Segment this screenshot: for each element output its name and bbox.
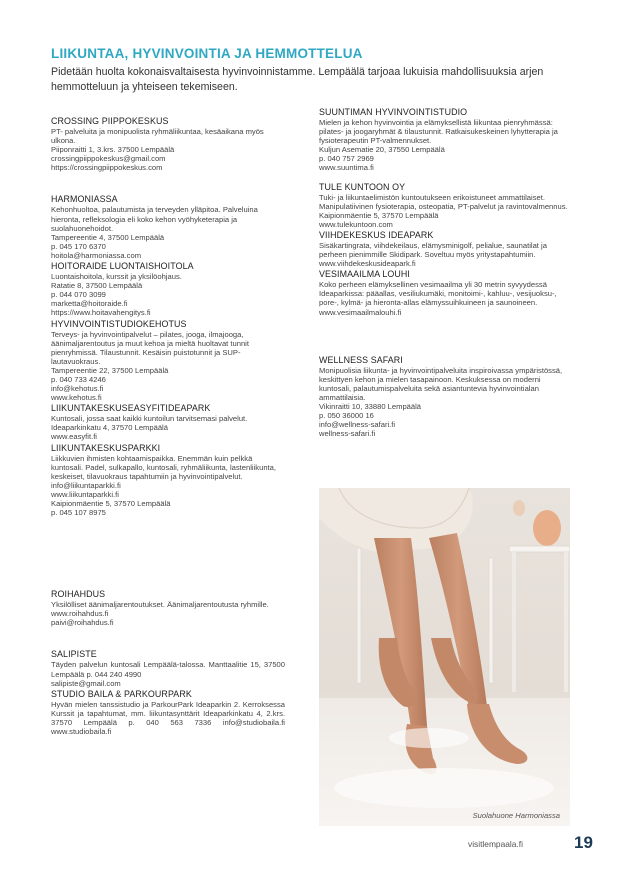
listing-viihdekeskus	[319, 230, 571, 268]
listing-description: Hyvän mielen tanssistudio ja ParkourPark Ideaparkin 2. Kerroksessa Kurssit ja tapahtumat, mm. liikuntasynttärit Ideaparkinkatu 4, 2.krs. 37570 Lempäälä p. 040 563 7336 info@studiobaila.fi www.studiobaila.fi	[51, 699, 285, 737]
listing-name: LIIKUNTAKESKUSEASYFITIDEAPARK	[51, 403, 211, 414]
listing-address: Ratatie 8, 37500 Lempäälä	[51, 281, 143, 291]
listing-description: Terveys- ja hyvinvointipalvelut – pilates, jooga, ilmajooga, äänimaljarentoutus ja muut kehoa ja mieltä huoltavat tunnit pienryhmissä. Tilaustunnit. Kesäisin puistotunnit ja SUP-lautavuokraus.	[51, 329, 249, 366]
salt-room-illustration	[319, 488, 570, 826]
listing-crossing-piippokeskus	[51, 116, 285, 172]
listing-address: Kaipionmäentie 5, 37570 Lempäälä	[319, 210, 439, 220]
listing-phone: p. 040 757 2969	[319, 154, 374, 164]
listing-name: HYVINVOINTISTUDIOKEHOTUS	[51, 318, 187, 329]
listing-address: Tampereentie 4, 37500 Lempäälä	[51, 232, 165, 242]
listing-name: STUDIO BAILA & PARKOURPARK	[51, 688, 192, 699]
listing-email[interactable]: info@kehotus.fi	[51, 384, 104, 394]
listing-roihahdus	[51, 589, 285, 627]
listing-website[interactable]: www.kehotus.fi	[51, 393, 102, 403]
listing-description: Täyden palvelun kuntosali Lempäälä-talossa. Manttaalitie 15, 37500 Lempäälä p. 044 240 4990	[51, 660, 285, 679]
listing-name: SALIPISTE	[51, 649, 97, 660]
listing-name: ROIHAHDUS	[51, 589, 106, 600]
listing-description: Luontaishoitola, kurssit ja yksilöohjaus.	[51, 272, 182, 282]
listing-website[interactable]: wellness-safari.fi	[319, 429, 376, 439]
listing-name: HARMONIASSA	[51, 194, 118, 205]
salt-room-photo	[319, 488, 570, 826]
listing-harmoniassa	[51, 194, 285, 260]
listing-salipiste	[51, 649, 285, 687]
listing-description: Sisäkartingrata, viihdekeilaus, elämysminigolf, pelialue, saunatilat ja perheen pienimmille Skidipark. Soveltuu myös yritystapahtumiin.	[319, 240, 547, 260]
listing-name: SUUNTIMAN HYVINVOINTISTUDIO	[319, 107, 468, 117]
salt-lamp-icon	[533, 510, 561, 546]
listing-phone: p. 044 070 3099	[51, 290, 106, 300]
listing-address: Piiponraitti 1, 3.krs. 37500 Lempäälä	[51, 145, 175, 155]
listing-email[interactable]: salipiste@gmail.com	[51, 678, 121, 688]
listing-phone: p. 050 36000 16	[319, 411, 374, 421]
listing-website[interactable]: www.vesimaailmalouhi.fi	[319, 307, 402, 317]
listing-description: Kuntosali, jossa saat kaikki kuntoilun tarvitsemasi palvelut.	[51, 414, 248, 424]
listing-description: PT- palveluita ja monipuolista ryhmäliikuntaa, kesäaikana myös ulkona.	[51, 127, 264, 146]
listing-address: Kaipionmäentie 5, 37570 Lempäälä	[51, 499, 171, 508]
listing-name: LIIKUNTAKESKUSPARKKI	[51, 442, 161, 453]
listing-easyfit	[51, 403, 285, 441]
page-title: LIIKUNTAA, HYVINVOINTIA JA HEMMOTTELUA	[51, 46, 363, 61]
listing-website[interactable]: https://crossingpiippokeskus.com	[51, 163, 163, 173]
listing-website[interactable]: www.suuntima.fi	[319, 163, 374, 173]
listing-liikuntakeskusparkki	[51, 443, 285, 518]
listing-wellness-safari	[319, 355, 571, 439]
listing-suuntima	[319, 107, 571, 173]
listing-studio-baila	[51, 689, 285, 736]
listing-description: Mielen ja kehon hyvinvointia ja elämyksellistä liikuntaa pienryhmässä: pilates- ja joogaryhmät & tilaustunnit. Ratkaisukeskeinen lyhytterapia ja fysioterapeutin PT-valmennukset.	[319, 118, 558, 146]
listing-description: Kehonhuoltoa, palautumista ja terveyden ylläpitoa. Palveluina hieronta, refleksologia eli koko kehon vyöhyketerapia ja suolahuonehoidot.	[51, 205, 258, 233]
listing-description: Koko perheen elämyksellinen vesimaailma yli 30 metrin syvyydessä Ideaparkissa: pääallas, vesiliukumäki, monitoimi-, kahluu-, vesijuoksu-, pore-, kylmä- ja hieronta-allas elämyssuihkuineen ja saunoineen.	[319, 280, 557, 308]
listing-website[interactable]: www.tulekuntoon.com	[319, 219, 393, 229]
listing-description: Tuki- ja liikuntaelimistön kuntoutukseen erikoistuneet ammattilaiset. Manipulatiivinen fysioterapia, osteopatia, PT-palvelut ja ravintovalmennus.	[319, 192, 568, 211]
listing-address: Ideaparkinkatu 4, 37570 Lempäälä	[51, 423, 168, 433]
listing-name: WELLNESS SAFARI	[319, 354, 403, 365]
listing-website[interactable]: www.roihahdus.fi	[51, 609, 109, 619]
listing-website[interactable]: www.liikuntaparkki.fi	[51, 489, 119, 499]
intro-text: Pidetään huolta kokonaisvaltaisesta hyvinvoinnistamme. Lempäälä tarjoaa lukuisia mahdollisuuksia arjen hemmotteluun ja yhteiseen tekemiseen.	[51, 66, 544, 93]
listing-hoitoraide	[51, 261, 285, 317]
listing-name: VIIHDEKESKUS IDEAPARK	[319, 229, 434, 240]
listing-vesimaailma-louhi	[319, 269, 571, 316]
right-column	[319, 107, 571, 438]
listing-phone: p. 040 733 4246	[51, 374, 106, 384]
photo-caption: Suolahuone Harmoniassa	[472, 811, 560, 820]
listing-email[interactable]: crossingpiippokeskus@gmail.com	[51, 154, 166, 164]
listing-name: VESIMAAILMA LOUHI	[319, 269, 410, 280]
listing-kehotus	[51, 319, 285, 403]
listing-name: HOITORAIDE LUONTAISHOITOLA	[51, 261, 194, 272]
listing-name: CROSSING PIIPPOKESKUS	[51, 116, 169, 126]
footer-website[interactable]: visitlempaala.fi	[468, 839, 523, 849]
listing-phone: p. 045 107 8975	[51, 508, 106, 518]
listing-phone: p. 045 170 6370	[51, 241, 106, 251]
listing-description: Yksilölliset äänimaljarentoutukset. Äänimaljarentoutusta ryhmille.	[51, 600, 269, 610]
listing-email[interactable]: info@liikuntaparkki.fi	[51, 480, 121, 490]
left-column	[51, 116, 285, 736]
listing-address: Vikinraitti 10, 33880 Lempäälä	[319, 401, 422, 411]
listing-address: Tampereentie 22, 37500 Lempäälä	[51, 365, 169, 375]
listing-email[interactable]: hoitola@harmoniassa.com	[51, 250, 142, 260]
listing-name: TULE KUNTOON OY	[319, 181, 406, 192]
listing-website[interactable]: www.viihdekeskusideapark.fi	[319, 259, 416, 269]
listing-email[interactable]: marketta@hoitoraide.fi	[51, 299, 128, 309]
listing-email[interactable]: info@wellness-safari.fi	[319, 420, 396, 430]
listing-website[interactable]: www.easyfit.fi	[51, 432, 97, 442]
page-number: 19	[574, 833, 593, 852]
listing-description: Monipuolisia liikunta- ja hyvinvointipalveluita inspiroivassa ympäristössä, keskittyen kehon ja mielen tasapainoon. Keskuksessa on moderni kuntosali, palautumispalveluita sekä asiantuntevia hyvinvointialan ammattilaisia.	[319, 365, 563, 402]
listing-website[interactable]: https://www.hoitavahengitys.fi	[51, 308, 151, 318]
listing-address: Kuljun Asematie 20, 37550 Lempäälä	[319, 145, 445, 155]
listing-tule-kuntoon	[319, 182, 571, 229]
listing-description: Liikkuvien ihmisten kohtaamispaikka. Enemmän kuin pelkkä kuntosali. Padel, sulkapallo, kuntosali, ryhmäliikunta, lastenliikunta, keskeiset, tilavuokraus tapahtumiin ja hyvinvointipalvelut.	[51, 453, 276, 481]
listing-email[interactable]: paivi@roihahdus.fi	[51, 618, 114, 628]
